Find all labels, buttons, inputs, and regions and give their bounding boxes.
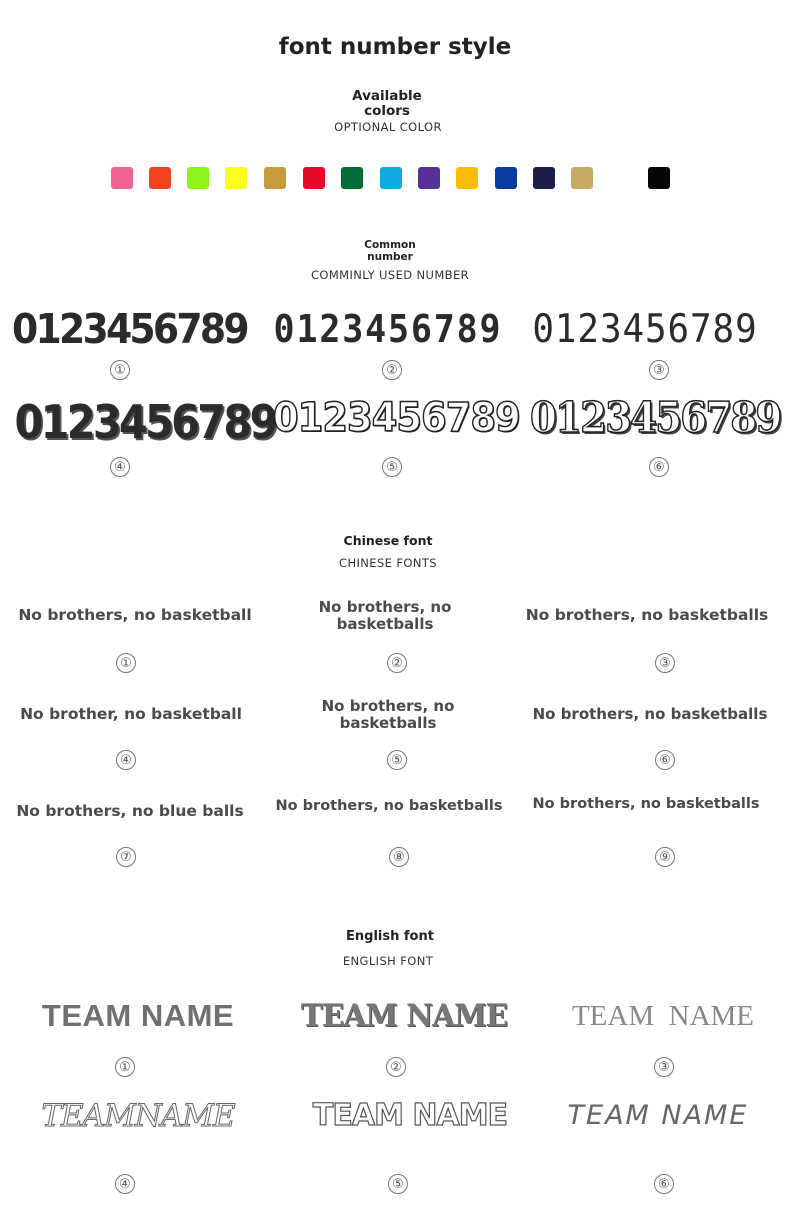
chinese-font-8: No brothers, no basketballs [275, 798, 503, 814]
color-swatch-gold[interactable] [264, 167, 286, 189]
chinese-index-4: ④ [116, 750, 136, 770]
number-index-5: ⑤ [382, 457, 402, 477]
english-section-subtitle: ENGLISH FONT [342, 954, 434, 968]
color-swatch-yellow[interactable] [225, 167, 247, 189]
number-index-4: ④ [110, 457, 130, 477]
english-section-title: English font [346, 929, 434, 944]
chinese-index-7: ⑦ [116, 847, 136, 867]
color-swatch-green[interactable] [341, 167, 363, 189]
chinese-font-9: No brothers, no basketballs [532, 796, 760, 812]
color-swatch-red[interactable] [303, 167, 325, 189]
chinese-index-6: ⑥ [655, 750, 675, 770]
number-style-2: 0123456789 [273, 307, 503, 351]
chinese-index-5: ⑤ [387, 750, 407, 770]
chinese-font-4: No brother, no basketball [20, 705, 242, 723]
number-style-1: 0123456789 [12, 305, 247, 353]
number-style-4: 0123456789 [14, 395, 276, 449]
number-section-title: Common number [364, 239, 416, 263]
colors-section-subtitle: OPTIONAL COLOR [334, 120, 442, 134]
chinese-index-1: ① [116, 653, 136, 673]
chinese-index-3: ③ [655, 653, 675, 673]
color-swatch-khaki[interactable] [571, 167, 593, 189]
chinese-font-2: No brothers, no basketballs [318, 598, 452, 633]
english-font-5: TEAM NAME [312, 1098, 508, 1133]
colors-section-title: Available colors [352, 88, 422, 119]
english-index-3: ③ [654, 1057, 674, 1077]
page-title: font number style [278, 34, 512, 60]
number-index-1: ① [110, 360, 130, 380]
english-font-6: TEAM NAME [567, 1100, 749, 1131]
english-font-4: TEAMNAME [41, 1098, 235, 1134]
chinese-index-8: ⑧ [389, 847, 409, 867]
color-swatch-sky-blue[interactable] [380, 167, 402, 189]
chinese-section-subtitle: CHINESE FONTS [339, 556, 437, 570]
number-section-subtitle: COMMINLY USED NUMBER [310, 268, 470, 282]
english-index-2: ② [386, 1057, 406, 1077]
chinese-font-1: No brothers, no basketball [18, 606, 252, 624]
english-font-2: TEAM NAME [300, 998, 508, 1034]
chinese-font-3: No brothers, no basketballs [525, 606, 769, 624]
english-index-6: ⑥ [654, 1174, 674, 1194]
english-index-4: ④ [115, 1174, 135, 1194]
color-swatch-black[interactable] [648, 167, 670, 189]
color-swatch-pink[interactable] [111, 167, 133, 189]
number-index-6: ⑥ [649, 457, 669, 477]
number-index-3: ③ [649, 360, 669, 380]
english-font-1: TEAM NAME [41, 998, 235, 1033]
chinese-index-2: ② [387, 653, 407, 673]
number-style-5: 0123456789 [273, 395, 520, 441]
chinese-font-5: No brothers, no basketballs [321, 697, 455, 732]
chinese-font-6: No brothers, no basketballs [532, 705, 768, 723]
color-swatch-amber[interactable] [456, 167, 478, 189]
chinese-font-7: No brothers, no blue balls [16, 802, 244, 820]
color-swatch-purple[interactable] [418, 167, 440, 189]
color-swatch-orange-red[interactable] [149, 167, 171, 189]
english-index-1: ① [115, 1057, 135, 1077]
english-index-5: ⑤ [388, 1174, 408, 1194]
chinese-index-9: ⑨ [655, 847, 675, 867]
number-style-6: 0123456789 [530, 393, 781, 442]
number-style-3: 0123456789 [532, 307, 758, 352]
chinese-section-title: Chinese font [343, 533, 433, 548]
number-index-2: ② [382, 360, 402, 380]
color-swatch-navy[interactable] [533, 167, 555, 189]
english-font-3: TEAM NAME [571, 1000, 755, 1032]
color-swatch-royal-blue[interactable] [495, 167, 517, 189]
color-swatch-lime[interactable] [187, 167, 209, 189]
